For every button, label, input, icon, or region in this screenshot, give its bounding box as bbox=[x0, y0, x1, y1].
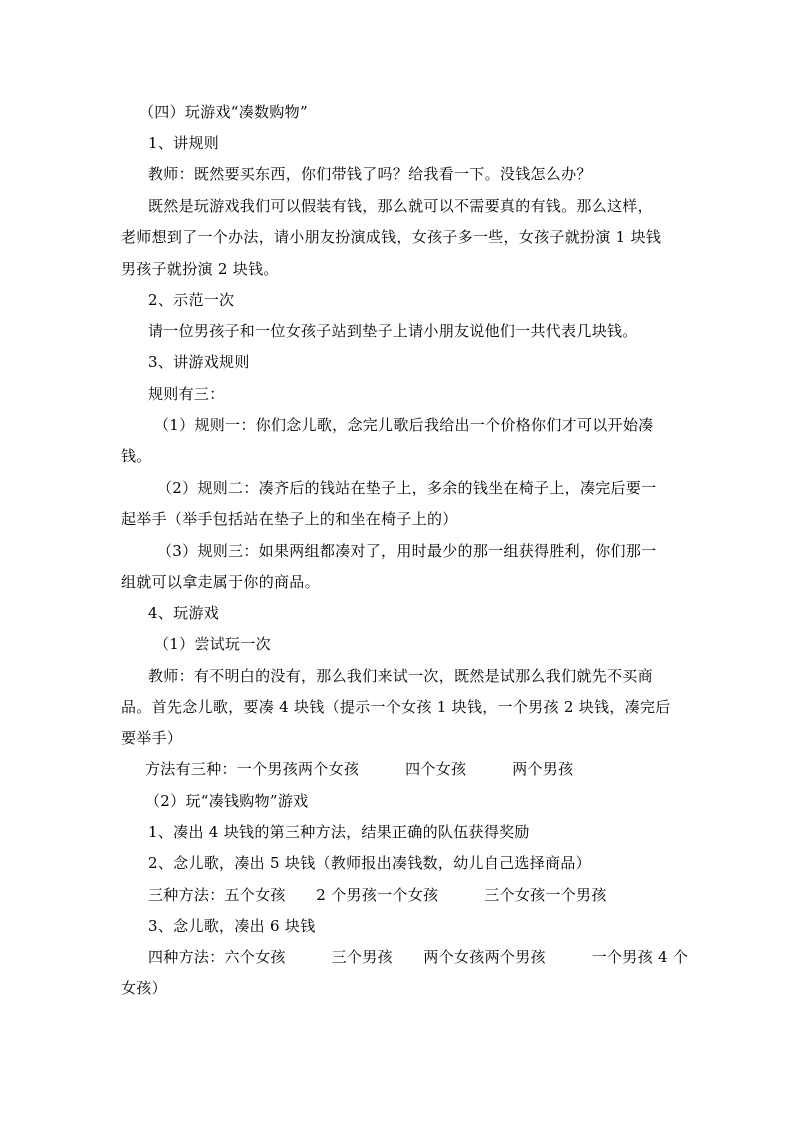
paragraph-line: 教师：有不明白的没有，那么我们来试一次，既然是试那么我们就先不买商 bbox=[148, 667, 653, 685]
rule-one-line: 钱。 bbox=[121, 447, 152, 465]
subheading-game-rules: 3、讲游戏规则 bbox=[148, 353, 250, 371]
step-line: 1、凑出 4 块钱的第三种方法，结果正确的队伍获得奖励 bbox=[148, 823, 530, 841]
step-line: 3、念儿歌，凑出 6 块钱 bbox=[148, 917, 316, 935]
subheading-demo: 2、示范一次 bbox=[148, 291, 235, 309]
rule-three-line: （3）规则三：如果两组都凑对了，用时最少的那一组获得胜利，你们那一 bbox=[157, 542, 657, 560]
methods-line: 女孩） bbox=[121, 979, 167, 997]
rule-three-line: 组就可以拿走属于你的商品。 bbox=[121, 573, 320, 591]
methods-line: 方法有三种：一个男孩两个女孩 四个女孩 两个男孩 bbox=[145, 760, 574, 778]
rule-one-line: （1）规则一：你们念儿歌，念完儿歌后我给出一个价格你们才可以开始凑 bbox=[154, 416, 654, 434]
paragraph-line: 请一位男孩子和一位女孩子站到垫子上请小朋友说他们一共代表几块钱。 bbox=[148, 322, 638, 340]
paragraph-line: 规则有三： bbox=[148, 385, 225, 403]
methods-line: 四种方法：六个女孩 三个男孩 两个女孩两个男孩 一个男孩 4 个 bbox=[148, 948, 689, 966]
paragraph-line: 教师：既然要买东西，你们带钱了吗？给我看一下。没钱怎么办？ bbox=[148, 165, 592, 183]
subheading-trial: （1）尝试玩一次 bbox=[154, 635, 271, 653]
paragraph-line: 既然是玩游戏我们可以假装有钱，那么就可以不需要真的有钱。那么这样， bbox=[148, 197, 653, 215]
step-line: 2、念儿歌，凑出 5 块钱（教师报出凑钱数，幼儿自己选择商品） bbox=[148, 854, 591, 872]
paragraph-line: 品。首先念儿歌，要凑 4 块钱（提示一个女孩 1 块钱，一个男孩 2 块钱，凑完后 bbox=[121, 698, 671, 716]
subheading-rules: 1、讲规则 bbox=[148, 134, 220, 152]
rule-two-line: （2）规则二：凑齐后的钱站在垫子上，多余的钱坐在椅子上，凑完后要一 bbox=[157, 479, 657, 497]
paragraph-line: 要举手） bbox=[121, 729, 183, 747]
subheading-shopping-game: （2）玩“凑钱购物”游戏 bbox=[145, 792, 309, 810]
section-heading: （四）玩游戏“凑数购物” bbox=[139, 103, 308, 121]
subheading-play: 4、玩游戏 bbox=[148, 604, 220, 622]
methods-line: 三种方法：五个女孩 2 个男孩一个女孩 三个女孩一个男孩 bbox=[148, 886, 607, 904]
rule-two-line: 起举手（举手包括站在垫子上的和坐在椅子上的） bbox=[121, 510, 458, 528]
paragraph-line: 男孩子就扮演 2 块钱。 bbox=[121, 260, 279, 278]
paragraph-line: 老师想到了一个办法，请小朋友扮演成钱，女孩子多一些，女孩子就扮演 1 块钱 bbox=[121, 228, 662, 246]
